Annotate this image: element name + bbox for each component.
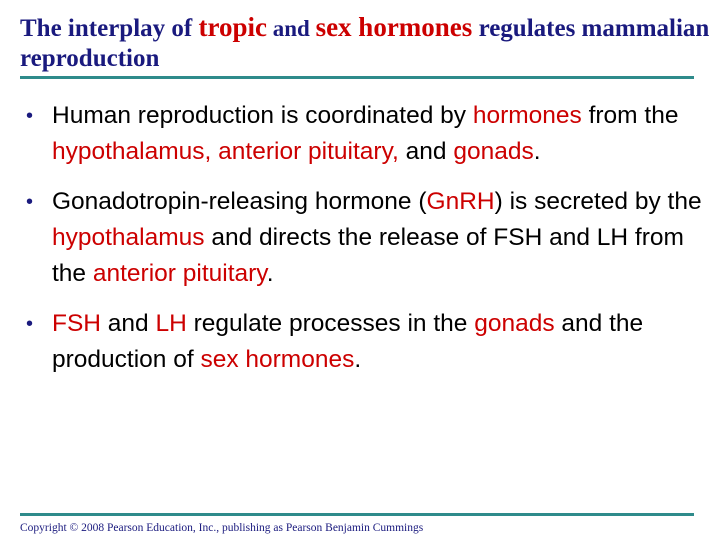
bullet-highlight: anterior pituitary <box>92 260 267 287</box>
bullet-text <box>52 306 706 378</box>
bullet-text-segment: ) is secreted by the <box>494 188 702 215</box>
slide-title <box>20 12 710 74</box>
bullet-text-segment: and the production of <box>52 310 644 373</box>
bullet-highlight: hypothalamus, anterior pituitary, <box>52 138 399 165</box>
bullet-text-segment: regulate processes in the <box>186 310 475 337</box>
bullet-item <box>26 98 706 170</box>
copyright-notice: Copyright © 2008 Pearson Education, Inc., publishing as Pearson Benjamin Cummings <box>20 522 424 534</box>
bullet-highlight: LH <box>155 310 187 337</box>
bullet-icon: • <box>26 191 34 213</box>
bullet-text-segment: and <box>101 310 156 337</box>
bullet-text <box>52 184 706 292</box>
bottom-divider <box>20 513 694 516</box>
title-highlight-sex-hormones: sex hormones <box>315 12 473 42</box>
bullet-text-segment: . <box>354 346 362 373</box>
bullet-item <box>26 184 706 292</box>
bullet-text-segment: Gonadotropin-releasing hormone ( <box>52 188 427 215</box>
bullet-item <box>26 306 706 378</box>
bullet-text-segment: . <box>266 260 274 287</box>
title-highlight-tropic: tropic <box>198 12 267 42</box>
bullet-highlight: hormones <box>472 102 582 129</box>
bullet-highlight: gonads <box>474 310 555 337</box>
bullet-highlight: sex hormones <box>200 346 355 373</box>
bullet-icon: • <box>26 313 34 335</box>
bullet-highlight: hypothalamus <box>52 224 205 251</box>
bullet-text-segment: and <box>398 138 454 165</box>
bullet-highlight: gonads <box>453 138 534 165</box>
bullet-icon: • <box>26 105 34 127</box>
title-part: The interplay of <box>20 15 199 42</box>
bullet-text-segment: . <box>533 138 541 165</box>
bullet-text <box>52 98 706 170</box>
top-divider <box>20 76 694 79</box>
bullet-highlight: GnRH <box>426 188 495 215</box>
bullet-highlight: FSH <box>52 310 101 337</box>
bullet-list <box>26 98 706 392</box>
bullet-text-segment: from the <box>581 102 679 129</box>
title-part: and <box>266 16 316 41</box>
bullet-text-segment: Human reproduction is coordinated by <box>52 102 473 129</box>
bullet-text-segment: and directs the release of FSH and LH from the <box>52 224 684 287</box>
title-part: regulates mammalian reproduction <box>20 15 710 72</box>
